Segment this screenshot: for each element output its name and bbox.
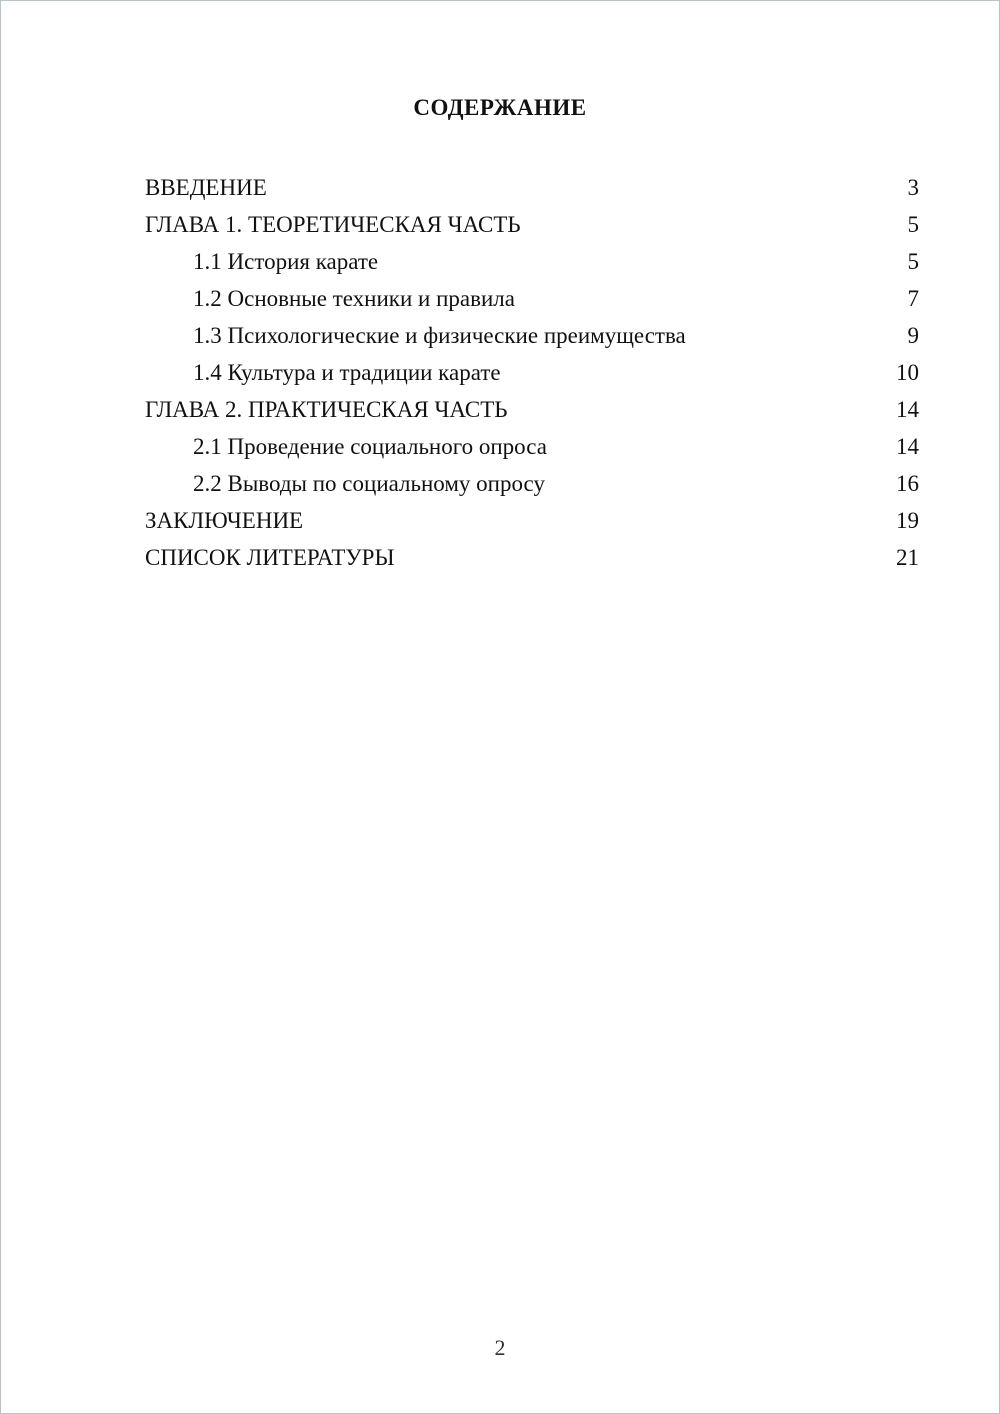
toc-entry-label: ГЛАВА 2. ПРАКТИЧЕСКАЯ ЧАСТЬ <box>145 397 508 422</box>
toc-entry-page: 16 <box>896 471 919 496</box>
toc-entry <box>145 354 919 391</box>
toc-entry-label: 2.2 Выводы по социальному опросу <box>193 471 545 496</box>
footer-page-number: 2 <box>494 1335 506 1360</box>
toc-entry-page: 5 <box>907 212 919 237</box>
toc-entry <box>145 206 919 243</box>
toc-entry-page: 19 <box>896 508 919 533</box>
toc-entry-label: ЗАКЛЮЧЕНИЕ <box>145 508 304 533</box>
toc-entry-page: 5 <box>907 249 919 274</box>
toc-entry <box>145 391 919 428</box>
toc-entry-label: 1.1 История карате <box>193 249 379 274</box>
toc-entry-page: 21 <box>896 545 919 570</box>
toc-entry <box>145 280 919 317</box>
toc-entry-page: 3 <box>907 175 919 200</box>
toc-entry-page: 9 <box>907 323 919 348</box>
toc-entry <box>145 428 919 465</box>
toc-entry-page: 10 <box>896 360 919 385</box>
toc-entry <box>145 243 919 280</box>
table-of-contents <box>145 169 919 576</box>
page-title: СОДЕРЖАНИЕ <box>413 95 587 120</box>
toc-entry-label: ВВЕДЕНИЕ <box>145 175 267 200</box>
toc-entry <box>145 317 919 354</box>
toc-entry <box>145 465 919 502</box>
toc-entry-label: 2.1 Проведение социального опроса <box>193 434 547 459</box>
toc-entry-page: 14 <box>896 434 919 459</box>
toc-entry-label: ГЛАВА 1. ТЕОРЕТИЧЕСКАЯ ЧАСТЬ <box>145 212 521 237</box>
toc-entry <box>145 502 919 539</box>
toc-entry-label: 1.4 Культура и традиции карате <box>193 360 501 385</box>
toc-entry-label: СПИСОК ЛИТЕРАТУРЫ <box>145 545 395 570</box>
toc-entry-page: 14 <box>896 397 919 422</box>
toc-entry-label: 1.2 Основные техники и правила <box>193 286 515 311</box>
toc-entry-label: 1.3 Психологические и физические преимущества <box>193 323 686 348</box>
toc-entry <box>145 539 919 576</box>
toc-entry <box>145 169 919 206</box>
toc-entry-page: 7 <box>907 286 919 311</box>
